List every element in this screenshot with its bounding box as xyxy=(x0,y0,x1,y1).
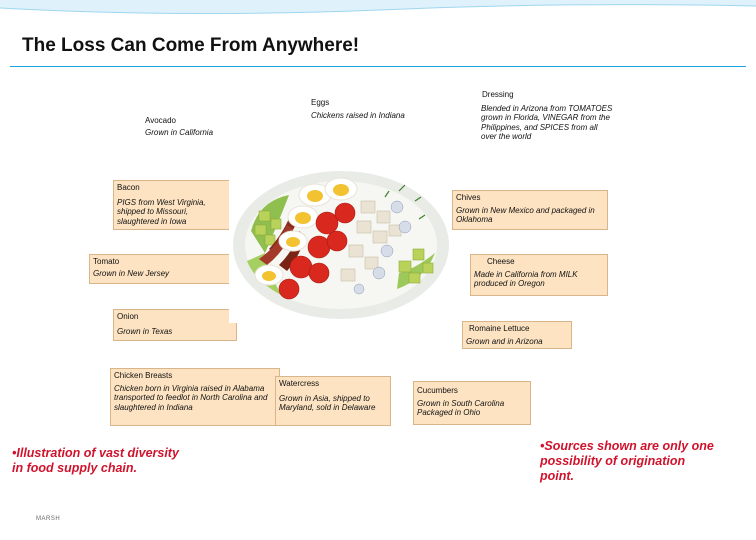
chicken-breasts-box xyxy=(110,368,280,426)
bacon-label: Bacon xyxy=(117,183,140,192)
watercress-text: Grown in Asia, shipped to Maryland, sold in Delaware xyxy=(279,394,376,413)
cobb-salad-image xyxy=(229,161,451,323)
cheese-box xyxy=(470,254,608,296)
eggs-box xyxy=(308,96,434,126)
tomato-text: Grown in New Jersey xyxy=(93,269,170,279)
eggs-text: Chickens raised in Indiana xyxy=(311,111,405,121)
cheese-label: Cheese xyxy=(487,257,515,266)
watercress-box xyxy=(275,376,391,426)
note-origination-points: •Sources shown are only one possibility of origination point. xyxy=(540,439,714,483)
chives-label: Chives xyxy=(456,193,481,202)
avocado-box xyxy=(142,114,272,140)
chicken-breasts-text: Chicken born in Virginia raised in Alabama transported to feedlot in North Carolina and slaughtered in Indiana xyxy=(114,384,268,412)
eggs-label: Eggs xyxy=(311,98,330,107)
note-food-supply-diversity: •Illustration of vast diversity in food supply chain. xyxy=(12,446,179,475)
avocado-text: Grown in California xyxy=(145,128,214,138)
cheese-text: Made in California from MILK produced in Oregon xyxy=(474,270,578,289)
bacon-box xyxy=(113,180,233,230)
dressing-text: Blended in Arizona from TOMATOES grown in Florida, VINEGAR from the Philippines, and SPICES from all over the world xyxy=(481,104,613,141)
title-divider xyxy=(10,66,746,67)
dressing-box xyxy=(478,88,618,154)
chives-box xyxy=(452,190,608,230)
dressing-label: Dressing xyxy=(482,90,514,99)
romaine-text: Grown and in Arizona xyxy=(466,337,543,347)
chicken-breasts-label: Chicken Breasts xyxy=(114,371,173,380)
onion-text: Grown in Texas xyxy=(117,327,173,337)
marsh-logo: MARSH xyxy=(36,516,61,522)
onion-box xyxy=(113,309,237,341)
romaine-label: Romaine Lettuce xyxy=(469,324,530,333)
page-title: The Loss Can Come From Anywhere! xyxy=(22,35,360,56)
romaine-box xyxy=(462,321,572,349)
watercress-label: Watercress xyxy=(279,379,320,388)
bacon-text: PIGS from West Virginia, shipped to Missouri, slaughtered in Iowa xyxy=(117,198,206,226)
onion-label: Onion xyxy=(117,312,139,321)
avocado-label: Avocado xyxy=(145,116,176,125)
tomato-label: Tomato xyxy=(93,257,120,266)
chives-text: Grown in New Mexico and packaged in Oklahoma xyxy=(456,206,595,225)
cucumbers-box xyxy=(413,381,531,425)
cucumbers-text: Grown in South Carolina Packaged in Ohio xyxy=(417,399,505,418)
header-wave-decoration xyxy=(0,0,756,30)
cucumbers-label: Cucumbers xyxy=(417,386,458,395)
